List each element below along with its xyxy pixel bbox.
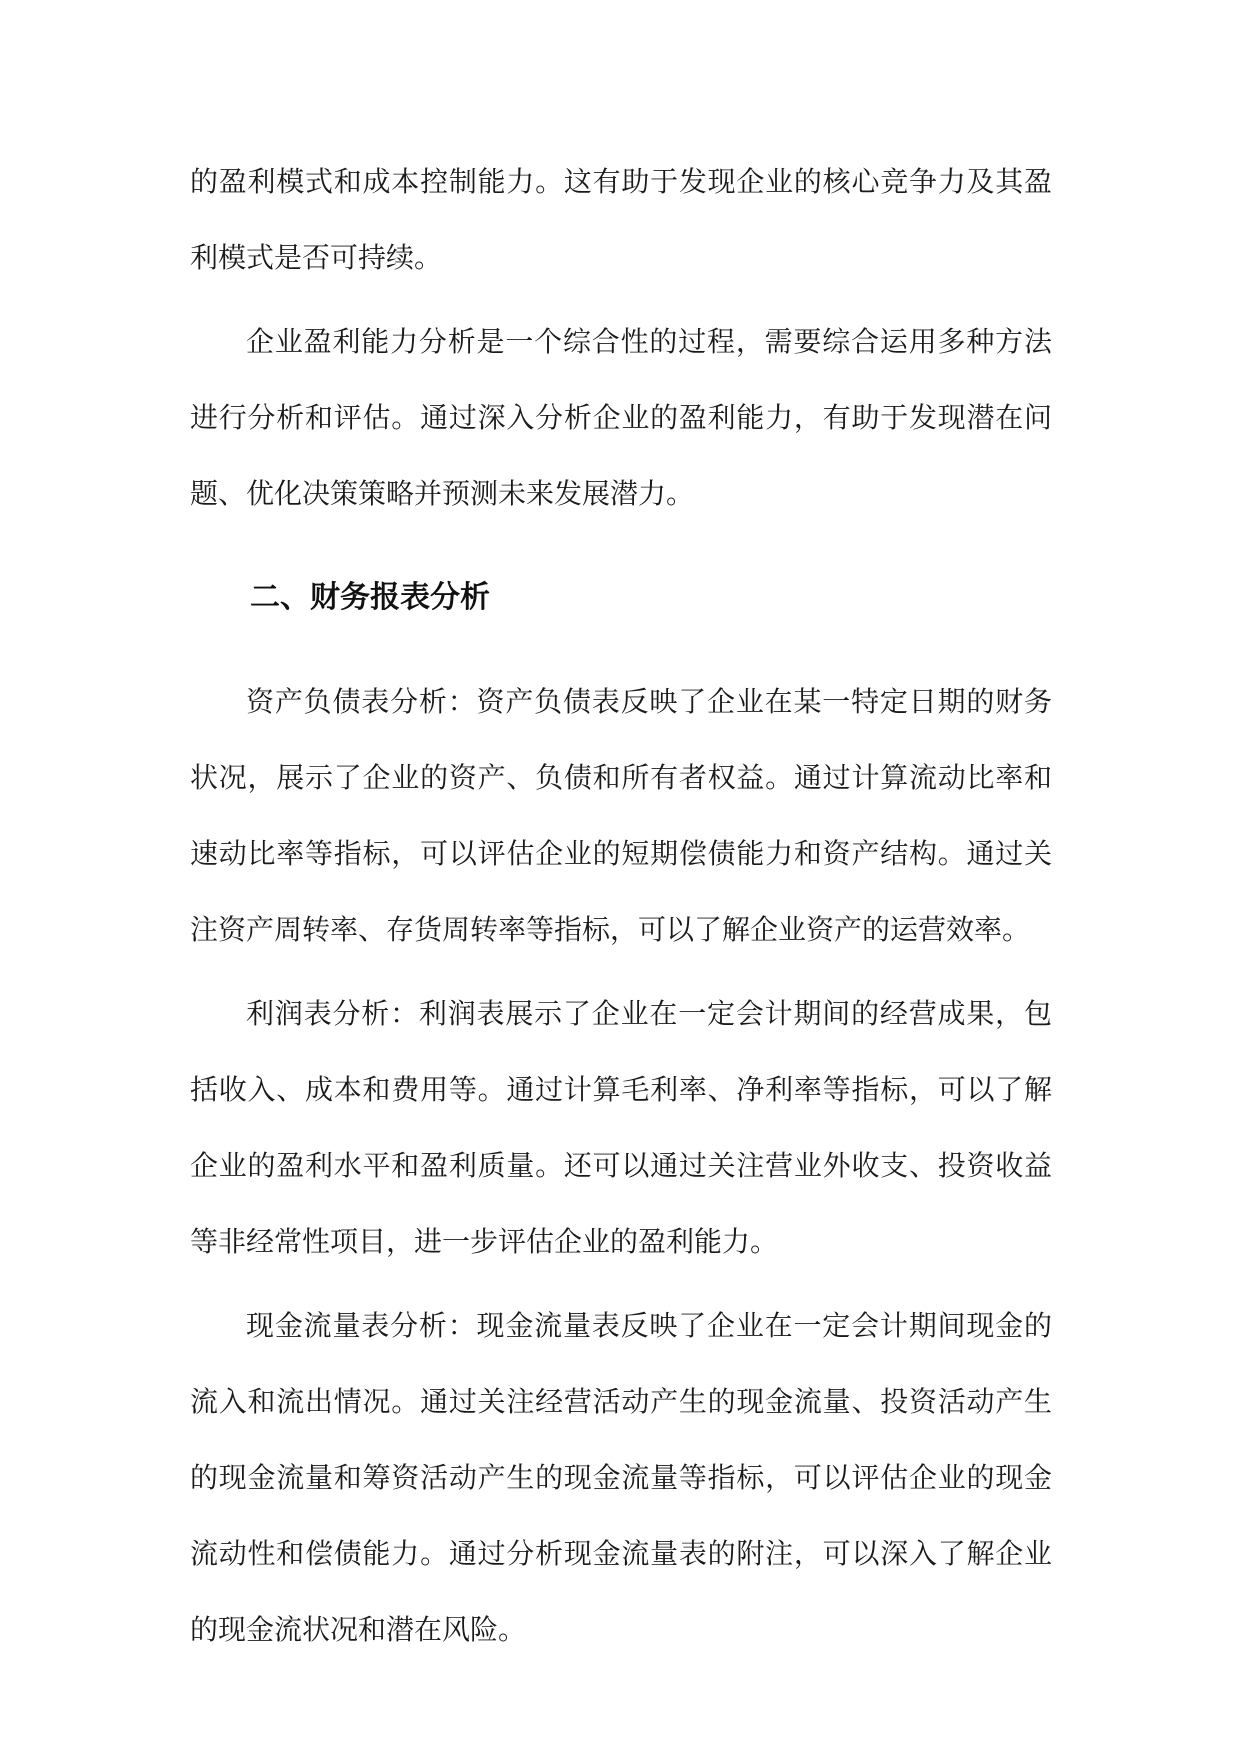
paragraph-balance-sheet: 资产负债表分析：资产负债表反映了企业在某一特定日期的财务状况，展示了企业的资产、负债和所有者权益。通过计算流动比率和速动比率等指标，可以评估企业的短期偿债能力和资产结构。通过关注资产周转率、存货周转率等指标，可以了解企业资产的运营效率。 (190, 685, 1052, 946)
section-heading: 二、财务报表分析 (250, 580, 490, 615)
paragraph-income-statement: 利润表分析：利润表展示了企业在一定会计期间的经营成果，包括收入、成本和费用等。通过计算毛利率、净利率等指标，可以了解企业的盈利水平和盈利质量。还可以通过关注营业外收支、投资收益等非经常性项目，进一步评估企业的盈利能力。 (190, 997, 1052, 1258)
document-body (190, 144, 1052, 1676)
paragraph-continuation: 的盈利模式和成本控制能力。这有助于发现企业的核心竞争力及其盈利模式是否可持续。 (190, 165, 1052, 274)
paragraph-profitability-summary: 企业盈利能力分析是一个综合性的过程，需要综合运用多种方法进行分析和评估。通过深入分析企业的盈利能力，有助于发现潜在问题、优化决策策略并预测未来发展潜力。 (190, 325, 1052, 510)
paragraph-cash-flow: 现金流量表分析：现金流量表反映了企业在一定会计期间现金的流入和流出情况。通过关注经营活动产生的现金流量、投资活动产生的现金流量和筹资活动产生的现金流量等指标，可以评估企业的现金流动性和偿债能力。通过分析现金流量表的附注，可以深入了解企业的现金流状况和潜在风险。 (190, 1309, 1052, 1646)
